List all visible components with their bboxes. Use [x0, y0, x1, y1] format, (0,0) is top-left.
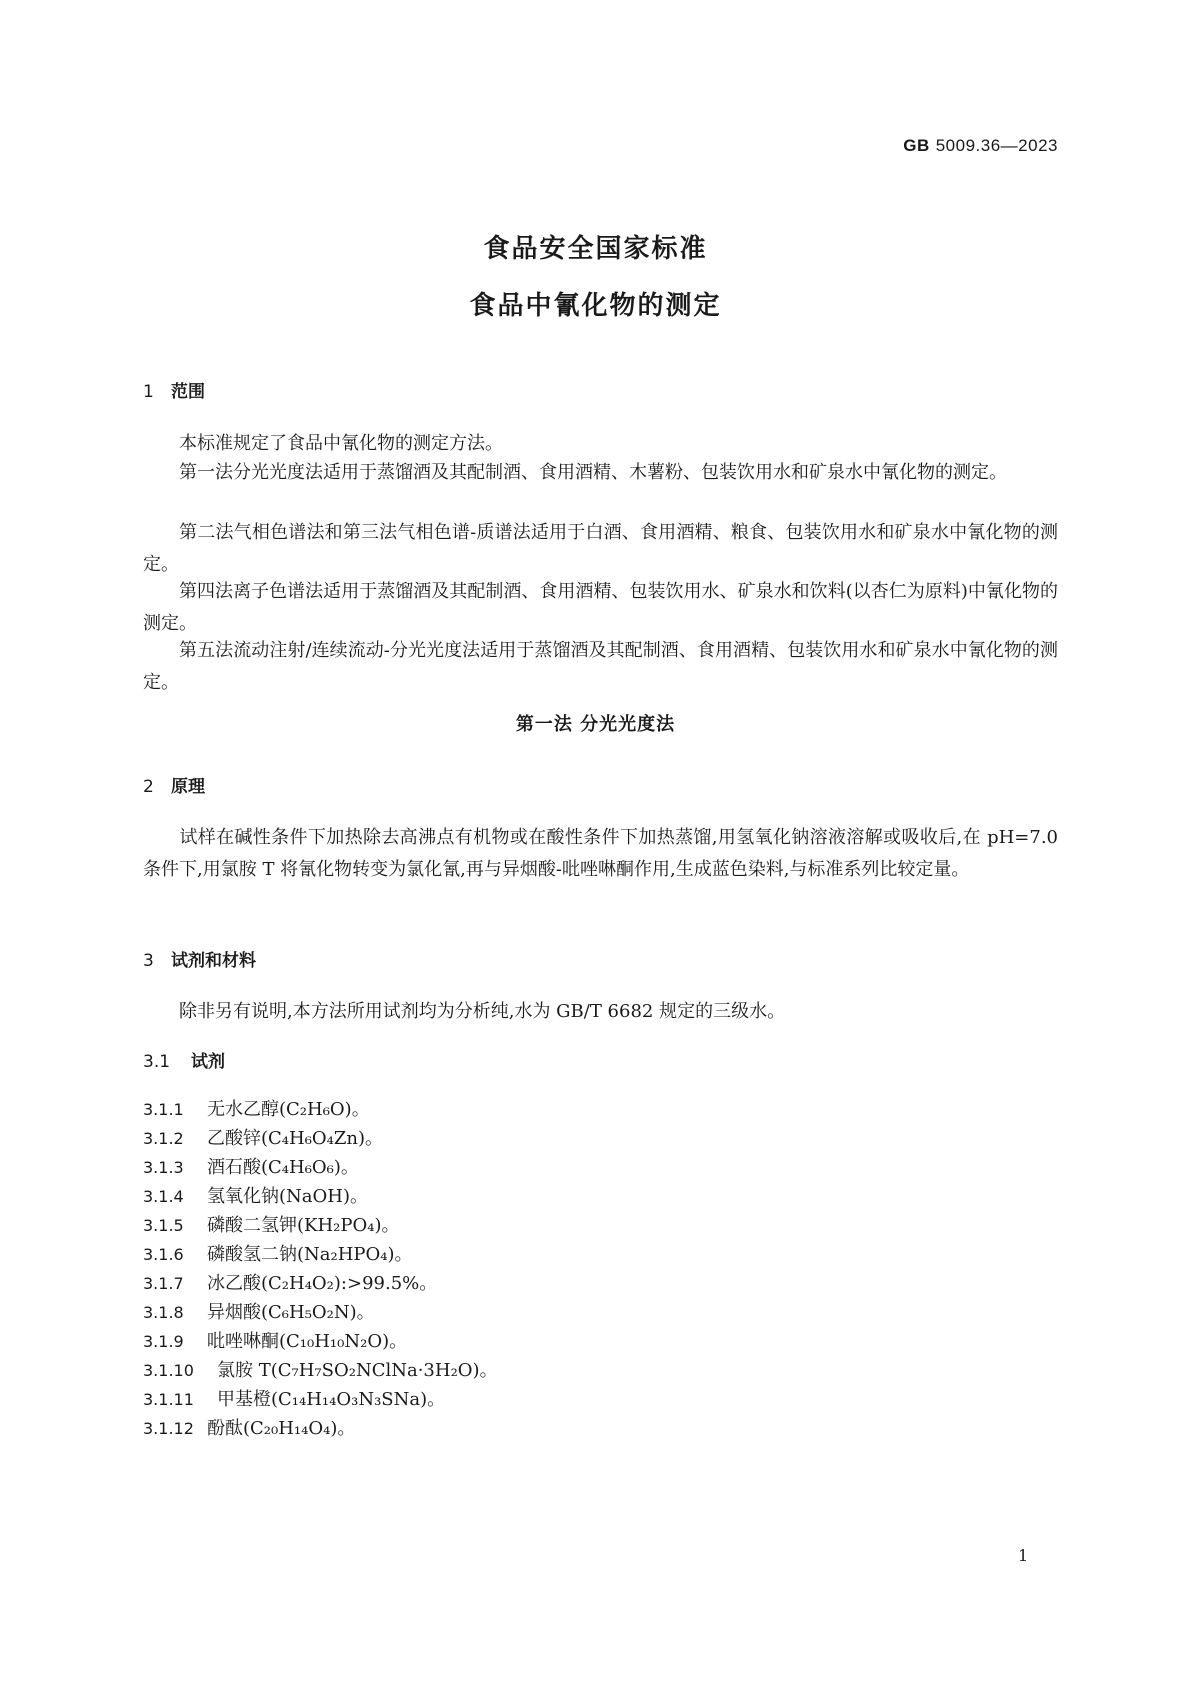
reagent-item — [143, 1182, 368, 1208]
section-title: 原理 — [171, 777, 205, 797]
reagent-number: 3.1.10 — [143, 1361, 194, 1380]
reagent-text: 酒石酸(C₄H₆O₆)。 — [207, 1157, 359, 1178]
reagent-text: 磷酸二氢钾(KH₂PO₄)。 — [207, 1215, 400, 1236]
paragraph-text: 本标准规定了食品中氰化物的测定方法。 — [179, 433, 503, 454]
reagent-item — [143, 1240, 413, 1266]
principle-paragraph — [143, 822, 1058, 886]
reagent-number: 3.1.7 — [143, 1274, 184, 1293]
reagent-number: 3.1.4 — [143, 1187, 184, 1206]
reagent-item — [143, 1298, 375, 1324]
reagent-number: 3.1.2 — [143, 1129, 184, 1148]
reagent-text: 磷酸氢二钠(Na₂HPO₄)。 — [207, 1244, 413, 1265]
reagent-number: 3.1.3 — [143, 1158, 184, 1177]
page-number: 1 — [1018, 1546, 1029, 1565]
reagent-text: 甲基橙(C₁₄H₁₄O₃N₃SNa)。 — [217, 1389, 446, 1410]
reagent-item — [143, 1414, 355, 1440]
paragraph-text: 第五法流动注射/连续流动-分光光度法适用于蒸馏酒及其配制酒、食用酒精、包装饮用水和矿泉水中氰化物的测定。 — [143, 640, 1058, 693]
scope-paragraph — [143, 576, 1058, 640]
section-heading-principle — [143, 772, 205, 797]
reagent-item — [143, 1153, 359, 1179]
reagent-text: 冰乙酸(C₂H₄O₂):>99.5%。 — [207, 1273, 438, 1294]
document-subtitle: 食品中氰化物的测定 — [469, 291, 722, 321]
paragraph-text: 第二法气相色谱法和第三法气相色谱-质谱法适用于白酒、食用酒精、粮食、包装饮用水和矿泉水中氰化物的测定。 — [143, 522, 1058, 575]
section-number: 2 — [143, 777, 154, 797]
section-title: 试剂和材料 — [171, 951, 256, 971]
reagent-number: 3.1.9 — [143, 1332, 184, 1351]
reagent-item — [143, 1211, 400, 1237]
reagent-number: 3.1.1 — [143, 1100, 184, 1119]
paragraph-text: 第四法离子色谱法适用于蒸馏酒及其配制酒、食用酒精、包装饮用水、矿泉水和饮料(以杏仁为原料)中氰化物的测定。 — [143, 581, 1058, 634]
reagent-text: 吡唑啉酮(C₁₀H₁₀N₂O)。 — [207, 1331, 408, 1352]
standard-code — [903, 136, 1058, 156]
paragraph-text: 第一法分光光度法适用于蒸馏酒及其配制酒、食用酒精、木薯粉、包装饮用水和矿泉水中氰化物的测定。 — [179, 462, 1007, 483]
reagents-intro-paragraph — [143, 996, 1058, 1028]
paragraph-text: 除非另有说明,本方法所用试剂均为分析纯,水为 GB/T 6682 规定的三级水。 — [179, 1001, 786, 1022]
reagent-item — [143, 1385, 445, 1411]
reagent-item — [143, 1269, 437, 1295]
standard-prefix: GB — [903, 136, 930, 155]
reagent-text: 乙酸锌(C₄H₆O₄Zn)。 — [207, 1128, 384, 1149]
scope-paragraph — [143, 635, 1058, 699]
scope-paragraph — [143, 428, 1058, 460]
paragraph-text: 试样在碱性条件下加热除去高沸点有机物或在酸性条件下加热蒸馏,用氢氧化钠溶液溶解或吸收后,在 pH=7.0 条件下,用氯胺 T 将氰化物转变为氯化氰,再与异烟酸-吡唑啉酮作用,生成蓝色染料,与标准系列比较定量。 — [143, 827, 1058, 880]
reagent-item — [143, 1327, 407, 1353]
reagent-text: 酚酞(C₂₀H₁₄O₄)。 — [207, 1418, 356, 1439]
reagent-item — [143, 1124, 383, 1150]
section-title: 范围 — [171, 382, 205, 402]
reagent-text: 氯胺 T(C₇H₇SO₂NClNa·3H₂O)。 — [217, 1360, 498, 1381]
reagent-text: 异烟酸(C₆H₅O₂N)。 — [207, 1302, 375, 1323]
subsection-heading-reagents — [143, 1047, 225, 1072]
reagent-item — [143, 1356, 498, 1382]
section-heading-reagents-materials — [143, 946, 256, 971]
section-number: 3 — [143, 951, 154, 971]
method-heading: 第一法 分光光度法 — [515, 714, 676, 735]
reagent-number: 3.1.11 — [143, 1390, 194, 1409]
reagent-number: 3.1.5 — [143, 1216, 184, 1235]
scope-paragraph — [143, 517, 1058, 581]
reagent-text: 氢氧化钠(NaOH)。 — [207, 1186, 368, 1207]
reagent-number: 3.1.8 — [143, 1303, 184, 1322]
reagent-number: 3.1.12 — [143, 1419, 194, 1438]
scope-paragraph — [143, 457, 1058, 489]
section-number: 1 — [143, 382, 154, 402]
standard-number: 5009.36—2023 — [935, 136, 1058, 155]
reagent-number: 3.1.6 — [143, 1245, 184, 1264]
subsection-number: 3.1 — [143, 1052, 171, 1072]
section-heading-scope — [143, 377, 205, 402]
subsection-title: 试剂 — [191, 1052, 225, 1072]
reagent-text: 无水乙醇(C₂H₆O)。 — [207, 1099, 370, 1120]
document-title: 食品安全国家标准 — [483, 234, 708, 264]
reagent-item — [143, 1095, 370, 1121]
